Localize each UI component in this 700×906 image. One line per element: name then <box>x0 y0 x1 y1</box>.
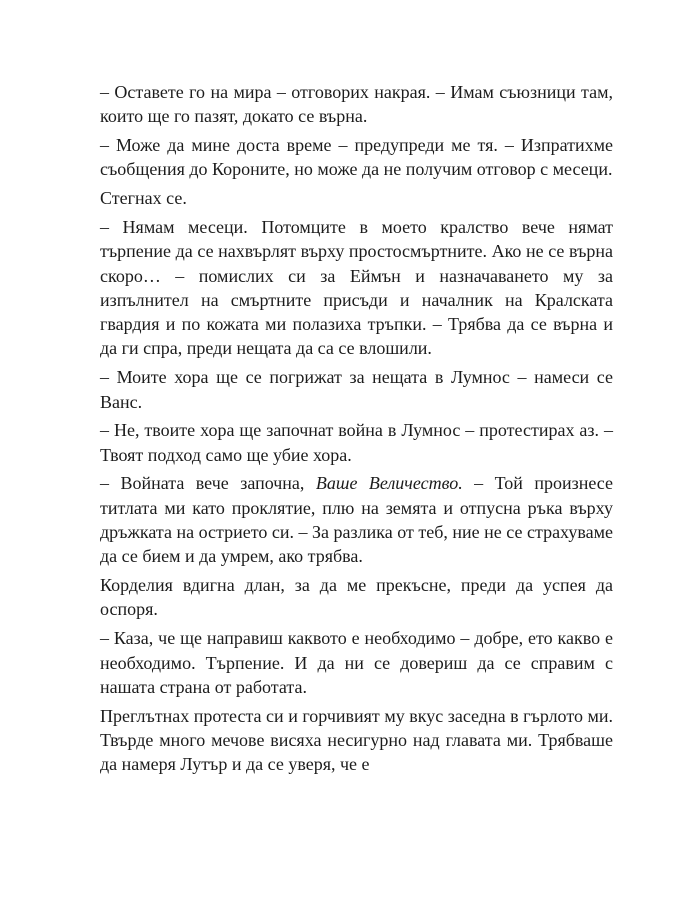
paragraph-9: – Каза, че ще направиш каквото е необходимо – добре, ето какво е необходимо. Търпение. И да ни се довериш да се справим с нашата страна от работата. <box>100 628 613 697</box>
book-page-text <box>100 80 613 777</box>
paragraph-4: – Нямам месеци. Потомците в моето кралство вече нямат търпение да се нахвърлят върху простосмъртните. Ако не се върна скоро… – помислих си за Еймън и назначаването му за изпълнител на смъртните присъди и началник на Кралската гвардия и по кожата ми полазиха тръпки. – Трябва да се върна и да ги спра, преди нещата да са се влошили. <box>100 216 613 359</box>
paragraph-1: – Оставете го на мира – отговорих накрая. – Имам съюзници там, които ще го пазят, докато се върна. <box>100 82 613 127</box>
paragraph-2: – Може да мине доста време – предупреди ме тя. – Изпратихме съобщения до Короните, но може да не получим отговор с месеци. <box>100 135 613 180</box>
paragraph-7 <box>100 471 613 568</box>
paragraph-8: Корделия вдигна длан, за да ме прекъсне, преди да успея да оспоря. <box>100 575 613 620</box>
paragraph-7-end: – Той произнесе титлата ми като проклятие, плю на земята и отпусна ръка върху дръжката на острието си. – За разлика от теб, ние не се страхуваме да се бием и да умрем, ако трябва. <box>100 473 613 567</box>
paragraph-7-italic-title: Ваше Величество. <box>315 473 463 494</box>
paragraph-6: – Не, твоите хора ще започнат война в Лумнос – протестирах аз. – Твоят подход само ще убие хора. <box>100 420 613 465</box>
paragraph-3: Стегнах се. <box>100 188 187 209</box>
paragraph-5: – Моите хора ще се погрижат за нещата в Лумнос – намеси се Ванс. <box>100 367 613 412</box>
paragraph-7-start: – Войната вече започна, <box>100 473 316 494</box>
paragraph-10: Преглътнах протеста си и горчивият му вкус заседна в гърлото ми. Твърде много мечове висяха несигурно над главата ми. Трябваше да намеря Лутър и да се уверя, че е <box>100 705 613 775</box>
